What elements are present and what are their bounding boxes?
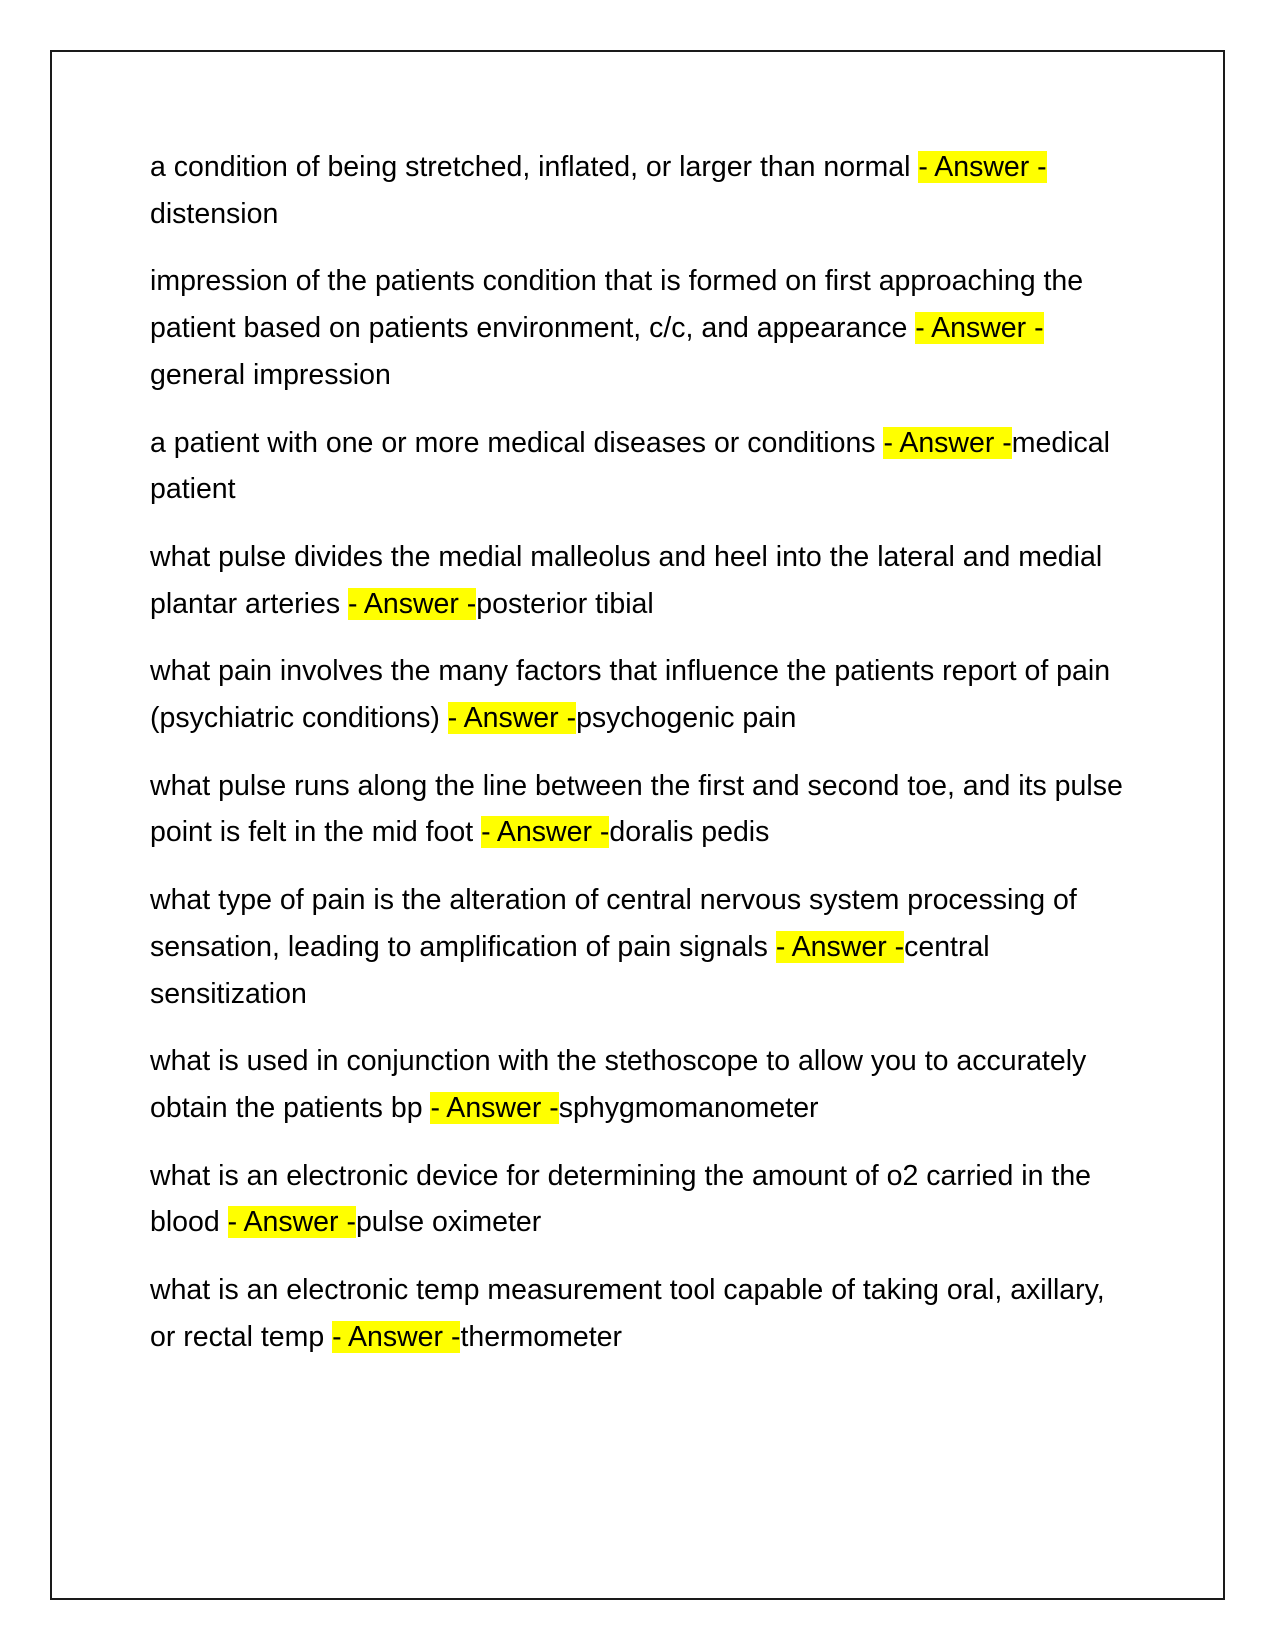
question-text: what is an electronic device for determining the amount of o2 carried in the blood <box>150 1159 1092 1239</box>
answer-marker: - Answer - <box>883 426 1012 459</box>
qa-entry <box>150 1153 1135 1246</box>
answer-text: psychogenic pain <box>576 702 797 735</box>
qa-entry <box>150 648 1135 741</box>
question-text: what pulse divides the medial malleolus and heel into the lateral and medial plantar arteries <box>150 540 1103 620</box>
qa-entry <box>150 763 1135 856</box>
answer-marker: - Answer - <box>430 1091 559 1124</box>
qa-entry <box>150 534 1135 627</box>
qa-entry <box>150 258 1135 398</box>
answer-marker: - Answer - <box>227 1206 356 1239</box>
question-text: what is an electronic temp measurement tool capable of taking oral, axillary, or rectal temp <box>150 1274 1105 1353</box>
answer-text: medical patient <box>150 426 1110 506</box>
question-text: impression of the patients condition that is formed on first approaching the patient based on patients environment, c/c, and appearance <box>150 265 1084 345</box>
question-text: a condition of being stretched, inflated, or larger than normal <box>150 151 919 183</box>
qa-entry <box>150 1267 1135 1360</box>
answer-text: thermometer <box>460 1320 622 1353</box>
answer-marker: - Answer - <box>918 151 1047 183</box>
answer-text: posterior tibial <box>476 587 654 620</box>
question-text: a patient with one or more medical diseases or conditions <box>150 426 884 459</box>
question-text: what is used in conjunction with the stethoscope to allow you to accurately obtain the patients bp <box>150 1045 1087 1124</box>
answer-text: sphygmomanometer <box>558 1091 819 1124</box>
answer-text: central sensitization <box>150 930 990 1010</box>
qa-entry <box>150 420 1135 513</box>
question-text: what pulse runs along the line between the first and second toe, and its pulse point is felt in the mid foot <box>150 769 1123 849</box>
answer-marker: - Answer - <box>915 312 1044 345</box>
answer-marker: - Answer - <box>447 702 577 735</box>
answer-text: distension <box>150 197 279 230</box>
answer-text: general impression <box>150 358 391 391</box>
answer-marker: - Answer - <box>481 816 610 849</box>
answer-text: pulse oximeter <box>355 1206 542 1239</box>
answer-marker: - Answer - <box>775 930 905 963</box>
qa-entry <box>150 1038 1135 1131</box>
question-text: what pain involves the many factors that influence the patients report of pain (psychiatric conditions) <box>150 655 1111 735</box>
qa-entry <box>150 877 1135 1017</box>
question-text: what type of pain is the alteration of central nervous system processing of sensation, leading to amplification of pain signals <box>150 884 1077 963</box>
qa-entry <box>150 144 1135 237</box>
answer-text: doralis pedis <box>609 816 770 849</box>
answer-marker: - Answer - <box>348 587 477 620</box>
answer-marker: - Answer - <box>332 1320 461 1353</box>
document-body <box>150 144 1135 1381</box>
